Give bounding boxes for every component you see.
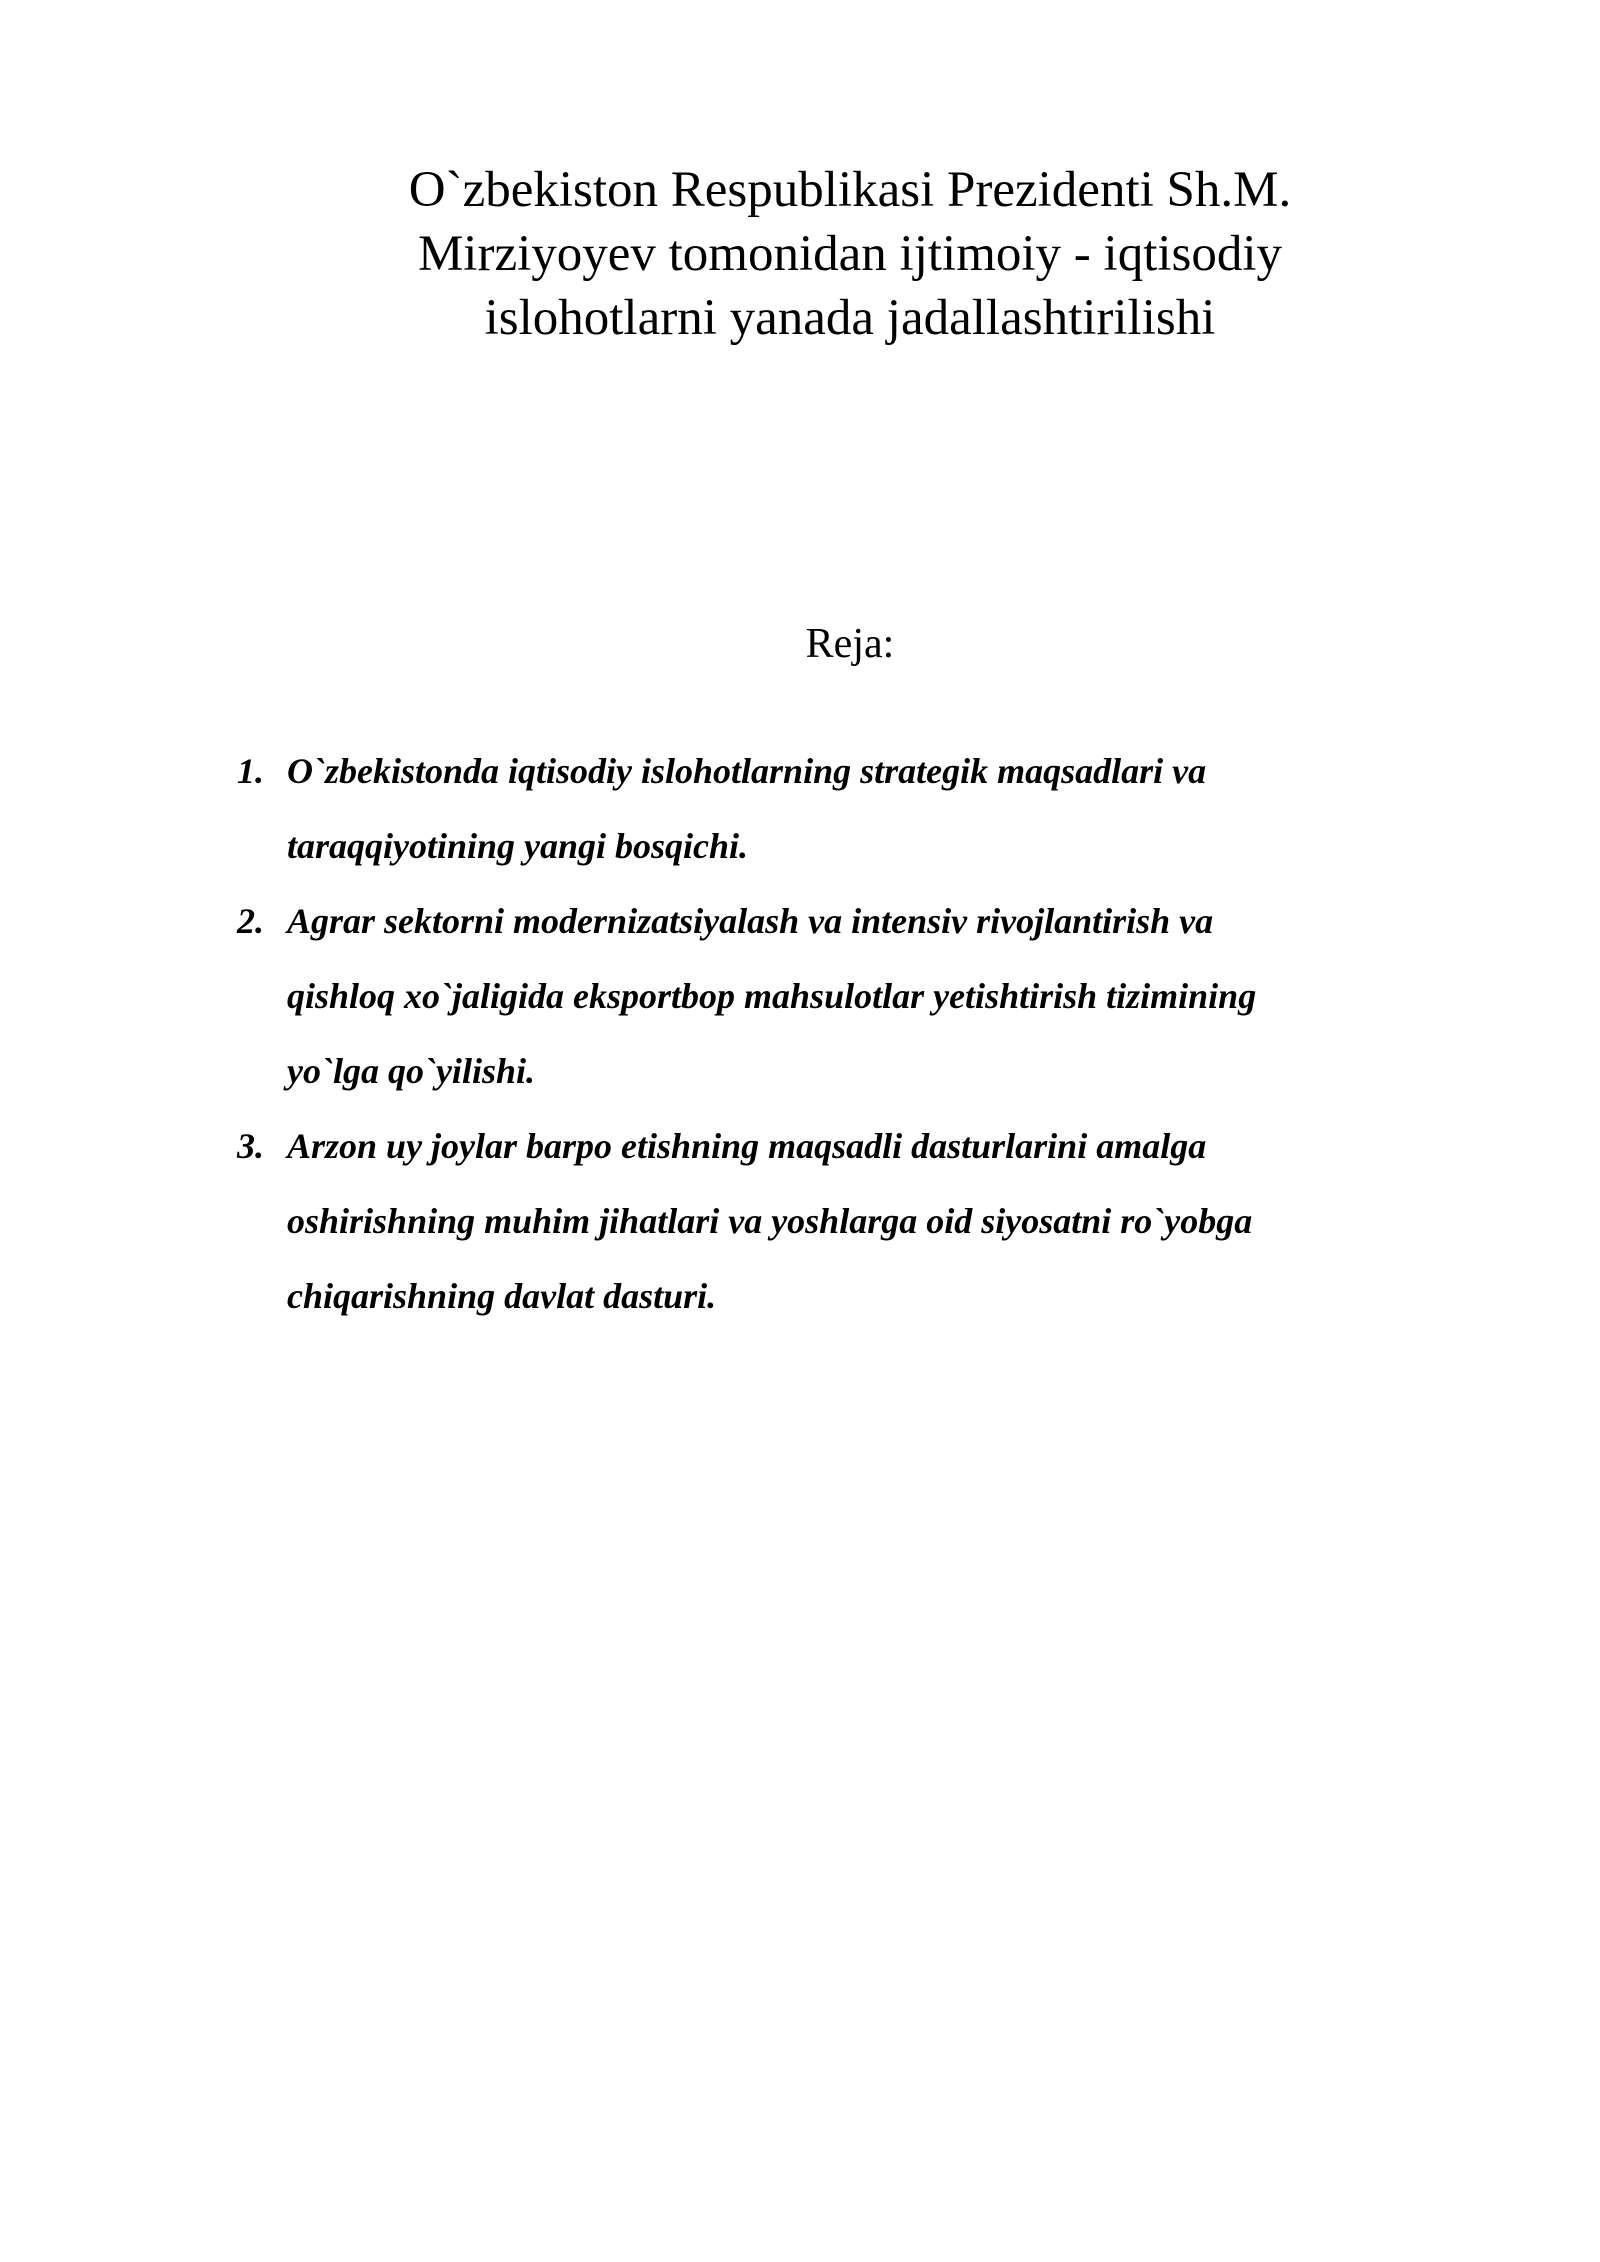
plan-item-text-line: Arzon uy joylar barpo etishning maqsadli dasturlarini amalga <box>287 1126 1207 1166</box>
plan-item-text-line: O`zbekistonda iqtisodiy islohotlarning strategik maqsadlari va <box>287 751 1207 791</box>
plan-item-text-line: chiqarishning davlat dasturi. <box>287 1276 717 1316</box>
plan-item-text-line: qishloq xo`jaligida eksportbop mahsulotlar yetishtirish tizimining <box>287 976 1257 1016</box>
title-line: O`zbekiston Respublikasi Prezidenti Sh.M. <box>408 162 1292 218</box>
document-title <box>300 158 1400 350</box>
title-line: islohotlarni yanada jadallashtirilishi <box>484 290 1216 346</box>
plan-item-number: 2. <box>237 901 264 941</box>
plan-item-number: 1. <box>237 751 264 791</box>
plan-item-2 <box>0 884 1600 1109</box>
plan-item-text-line: yo`lga qo`yilishi. <box>287 1051 535 1091</box>
plan-item-text-line: oshirishning muhim jihatlari va yoshlarga oid siyosatni ro`yobga <box>287 1201 1253 1241</box>
plan-item-text-line: taraqqiyotining yangi bosqichi. <box>287 826 749 866</box>
plan-list <box>0 734 1600 1334</box>
plan-item-text-line: Agrar sektorni modernizatsiyalash va intensiv rivojlantirish va <box>287 901 1214 941</box>
plan-heading: Reja: <box>805 621 895 667</box>
plan-item-3 <box>0 1109 1600 1334</box>
title-line: Mirziyoyev tomonidan ijtimoiy - iqtisodiy <box>417 226 1283 282</box>
plan-item-1 <box>0 734 1600 884</box>
plan-item-number: 3. <box>237 1126 264 1166</box>
